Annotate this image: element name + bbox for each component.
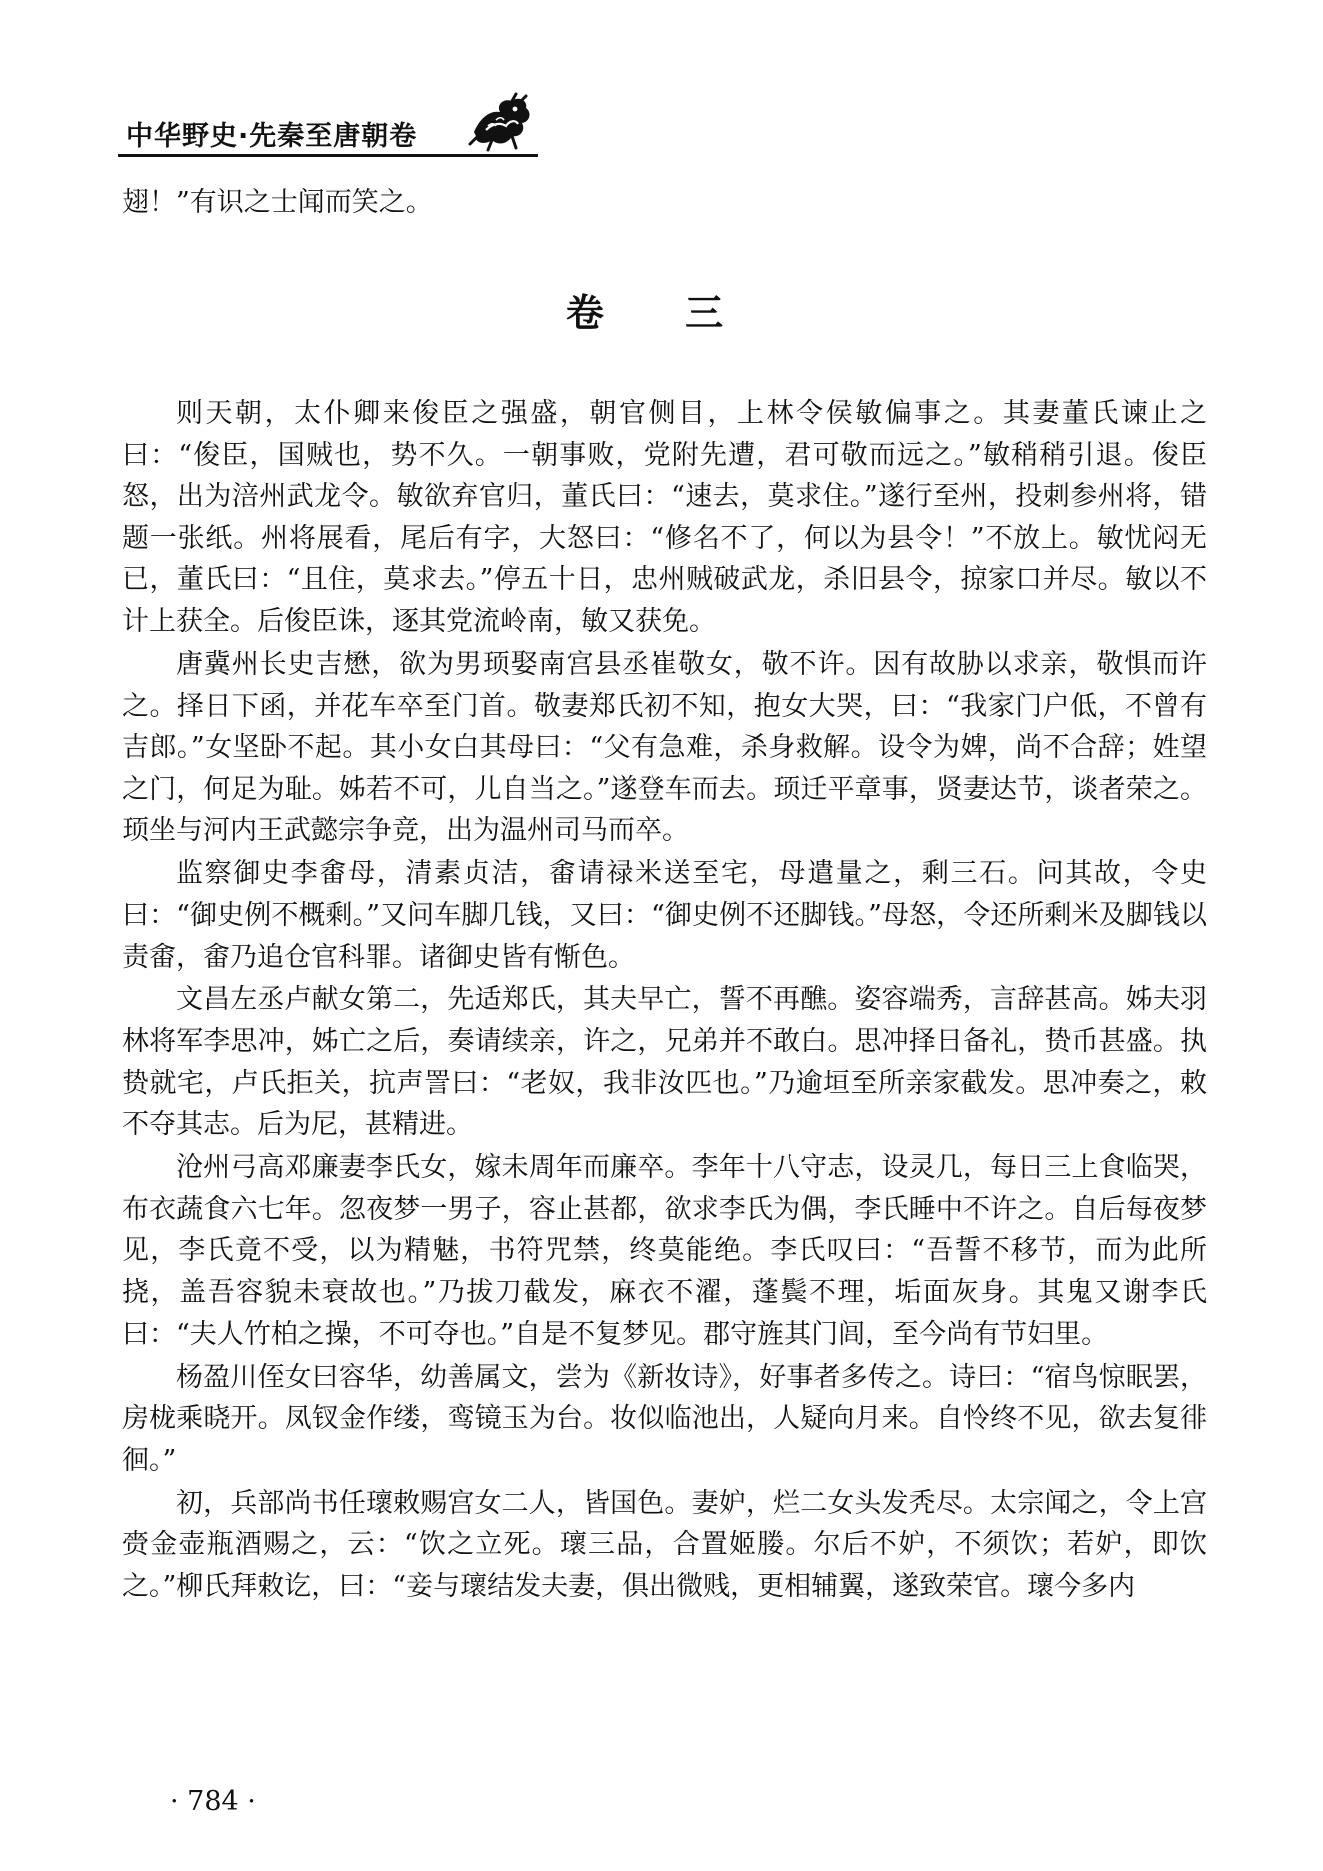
continuation-line: 翅！”有识之士闻而笑之。: [122, 187, 433, 218]
paragraph: 文昌左丞卢献女第二，先适郑氏，其夫早亡，誓不再醮。姿容端秀，言辞甚高。姊夫羽林将军李思冲，姊亡之后，奏请续亲，许之，兄弟并不敢白。思冲择日备礼，贽币甚盛。执贽就宅，卢氏拒关，抗声詈曰：“老奴，我非汝匹也。”乃逾垣至所亲家截发。思冲奏之，敕不夺其志。后为尼，甚精进。: [122, 984, 1207, 1141]
chapter-title: 卷 三: [565, 291, 758, 335]
header-rule: [118, 154, 538, 157]
paragraph: 杨盈川侄女曰容华，幼善属文，尝为《新妆诗》，好事者多传之。诗曰：“宿鸟惊眠罢，房栊乘晓开。凤钗金作缕，鸾镜玉为台。妆似临池出，人疑向月来。自怜终不见，欲去复徘徊。”: [122, 1361, 1207, 1476]
paragraph: 沧州弓高邓廉妻李氏女，嫁未周年而廉卒。李年十八守志，设灵几，每日三上食临哭，布衣蔬食六七年。忽夜梦一男子，容止甚都，欲求李氏为偶，李氏睡中不许之。自后每夜梦见，李氏竟不受，以为精魅，书符咒禁，终莫能绝。李氏叹曰：“吾誓不移节，而为此所挠，盖吾容貌未衰故也。”乃拔刀截发，麻衣不濯，蓬鬓不理，垢面灰身。其鬼又谢李氏曰：“夫人竹柏之操，不可夺也。”自是不复梦见。郡守旌其门闾，至今尚有节妇里。: [122, 1152, 1207, 1350]
paragraph: 则天朝，太仆卿来俊臣之强盛，朝官侧目，上林令侯敏偏事之。其妻董氏谏止之曰：“俊臣，国贼也，势不久。一朝事败，党附先遭，君可敬而远之。”敏稍稍引退。俊臣怒，出为涪州武龙令。敏欲弃官归，董氏曰：“速去，莫求住。”遂行至州，投刺参州将，错题一张纸。州将展看，尾后有字，大怒曰：“修名不了，何以为县令！”不放上。敏忧闷无已，董氏曰：“且住，莫求去。”停五十日，忠州贼破武龙，杀旧县令，掠家口并尽。敏以不计上获全。后俊臣诛，逐其党流岭南，敏又获免。: [122, 398, 1207, 637]
paragraph: 监察御史李畬母，清素贞洁，畬请禄米送至宅，母遣量之，剩三石。问其故，令史曰：“御史例不概剩。”又问车脚几钱，又曰：“御史例不还脚钱。”母怒，令还所剩米及脚钱以责畬，畬乃追仓官科罪。诸御史皆有惭色。: [122, 858, 1207, 973]
page-number: · 784 ·: [170, 1786, 256, 1817]
book-title: 中华野史·先秦至唐朝卷: [126, 121, 418, 152]
paragraph: 唐冀州长史吉懋，欲为男顼娶南宫县丞崔敬女，敬不许。因有故胁以求亲，敬惧而许之。择日下函，并花车卒至门首。敬妻郑氏初不知，抱女大哭，曰：“我家门户低，不曾有吉郎。”女坚卧不起。其小女白其母曰：“父有急难，杀身救解。设令为婢，尚不合辞；姓望之门，何足为耻。姊若不可，儿自当之。”遂登车而去。顼迁平章事，贤妻达节，谈者荣之。顼坐与河内王武懿宗争竞，出为温州司马而卒。: [122, 648, 1207, 847]
body-text: [122, 393, 1207, 1609]
dragon-icon: [466, 92, 536, 152]
running-header: [118, 92, 538, 162]
paragraph: 初，兵部尚书任瓌敕赐宫女二人，皆国色。妻妒，烂二女头发秃尽。太宗闻之，令上宫赍金壶瓶酒赐之，云：“饮之立死。瓌三品，合置姬媵。尔后不妒，不须饮；若妒，即饮之。”柳氏拜敕讫，曰：“妾与瓌结发夫妻，俱出微贱，更相辅翼，遂致荣官。瓌今多内: [122, 1487, 1207, 1602]
